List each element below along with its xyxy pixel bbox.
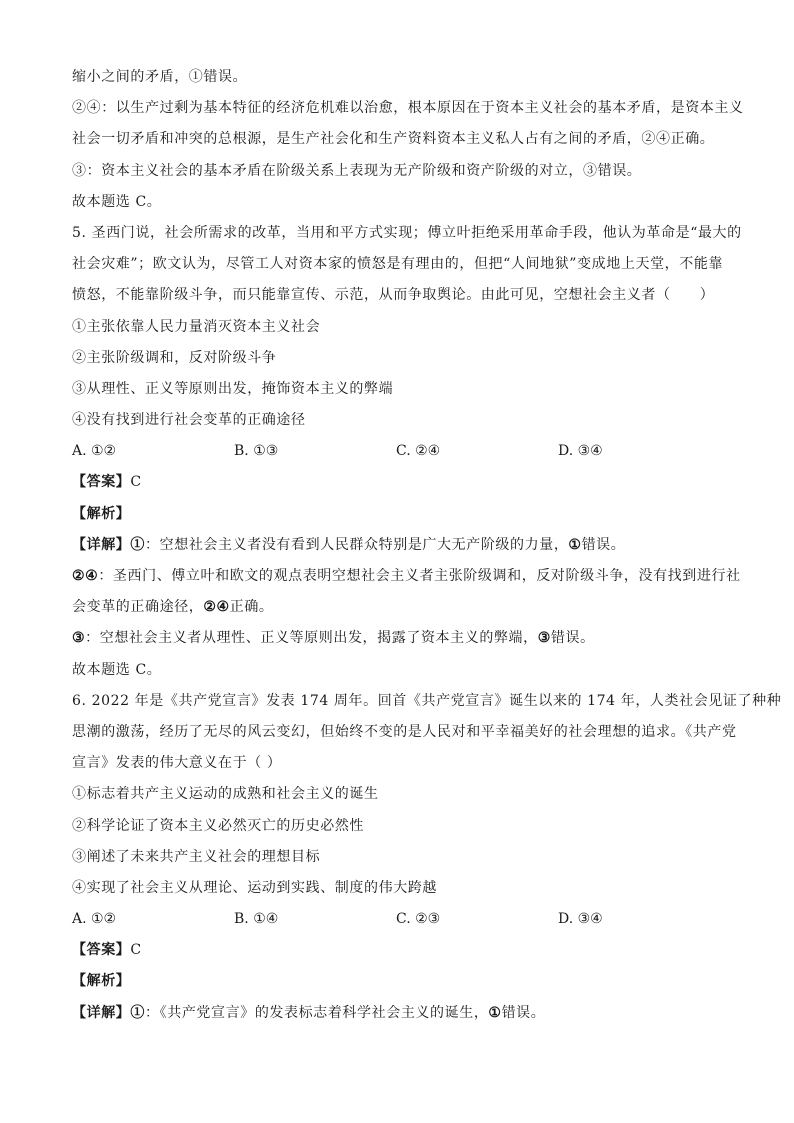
question-6-item: ②科学论证了资本主义必然灭亡的历史必然性 [72,817,364,834]
question-5-item: ①主张依靠人民力量消灭资本主义社会 [72,318,321,335]
conclusion-line: 故本题选 C。 [72,193,162,210]
detail-mark: ① [130,1004,146,1021]
question-5-stem-line: 愤怒，不能靠阶级斗争，而只能靠宣传、示范，从而争取舆论。由此可见，空想社会主义者（ ） [72,287,715,304]
detail-line [72,592,724,623]
analysis-tag: 【解析】 [72,973,131,990]
answer-value: C [130,942,142,959]
option-a: A. ①② [72,911,117,928]
detail-mark: ① [130,536,146,553]
question-6-item: ③阐述了未来共产主义社会的理想目标 [72,848,321,865]
detail-text: ：空想社会主义者从理性、正义等原则出发，揭露了资本主义的弊端， [85,630,538,647]
detail-mark: ②④ [203,599,230,616]
text-line: 缩小之间的矛盾，①错误。 [72,69,248,85]
question-6-item: ①标志着共产主义运动的成熟和社会主义的诞生 [72,786,379,803]
conclusion-line: 故本题选 C。 [72,661,162,678]
text-line: 社会一切矛盾和冲突的总根源，是生产社会化和生产资料资本主义私人占有之间的矛盾，②④正确。 [72,131,715,148]
detail-line [72,998,724,1029]
question-5-stem-line: 5. 圣西门说，社会所需求的改革，当用和平方式实现；傅立叶拒绝采用革命手段，他认为革命是“最大的 [72,224,742,241]
detail-text: ：空想社会主义者没有看到人民群众特别是广大无产阶级的力量， [145,536,569,553]
question-6-stem-line: 思潮的激荡，经历了无尽的风云变幻，但始终不变的是人民对和平幸福美好的社会理想的追求。《共产党 [72,723,737,740]
detail-text: ：《共产党宣言》的发表标志着科学社会主义的诞生， [145,1004,489,1021]
document-page [72,62,782,1029]
detail-text: 错误。 [550,630,595,647]
detail-mark: ③ [537,630,551,647]
option-c: C. ②④ [396,443,441,460]
option-d: D. ③④ [558,911,603,928]
question-5-item: ③从理性、正义等原则出发，掩饰资本主义的弊端 [72,380,394,397]
question-6-options [72,904,724,935]
question-5-stem-line: 社会灾难”；欧文认为，尽管工人对资本家的愤怒是有理由的，但把“人间地狱”变成地上天堂，不能靠 [72,256,724,273]
detail-line [72,561,741,592]
detail-text: 正确。 [229,599,274,616]
answer-line [72,467,724,498]
detail-text: ：圣西门、傅立叶和欧文的观点表明空想社会主义者主张阶级调和，反对阶级斗争，没有找到进行社 [98,568,741,584]
analysis-line [72,499,724,530]
detail-text: 会变革的正确途径， [72,599,204,616]
text-line: ②④：以生产过剩为基本特征的经济危机难以治愈，根本原因在于资本主义社会的基本矛盾，是资本主义 [72,100,744,117]
analysis-line [72,966,724,997]
detail-mark: ③ [72,630,86,647]
detail-mark: ②④ [72,568,99,584]
detail-text: 错误。 [501,1004,546,1021]
detail-mark: ① [568,536,582,553]
detail-line [72,530,724,561]
option-b: B. ①④ [234,911,279,928]
question-6-stem-line: 宣言》发表的伟大意义在于（ ） [72,755,282,772]
detail-tag: 【详解】 [72,1004,131,1021]
answer-tag: 【答案】 [72,942,131,959]
text-line: ③：资本主义社会的基本矛盾在阶级关系上表现为无产阶级和资产阶级的对立，③错误。 [72,162,642,179]
question-5-options [72,436,724,467]
answer-value: C [130,474,142,491]
detail-line [72,623,724,654]
option-c: C. ②③ [396,911,441,928]
question-5-item: ④没有找到进行社会变革的正确途径 [72,412,306,429]
detail-tag: 【详解】 [72,536,131,553]
answer-line [72,935,724,966]
analysis-tag: 【解析】 [72,505,131,522]
answer-tag: 【答案】 [72,474,131,491]
detail-mark: ① [488,1004,502,1021]
option-d: D. ③④ [558,443,603,460]
detail-text: 错误。 [581,536,626,553]
option-a: A. ①② [72,443,117,460]
question-5-item: ②主张阶级调和，反对阶级斗争 [72,349,277,366]
option-b: B. ①③ [234,443,279,460]
question-6-stem-line: 6. 2022 年是《共产党宣言》发表 174 周年。回首《共产党宣言》诞生以来的 174 年，人类社会见证了种种 [72,692,782,709]
question-6-item: ④实现了社会主义从理论、运动到实践、制度的伟大跨越 [72,879,437,896]
